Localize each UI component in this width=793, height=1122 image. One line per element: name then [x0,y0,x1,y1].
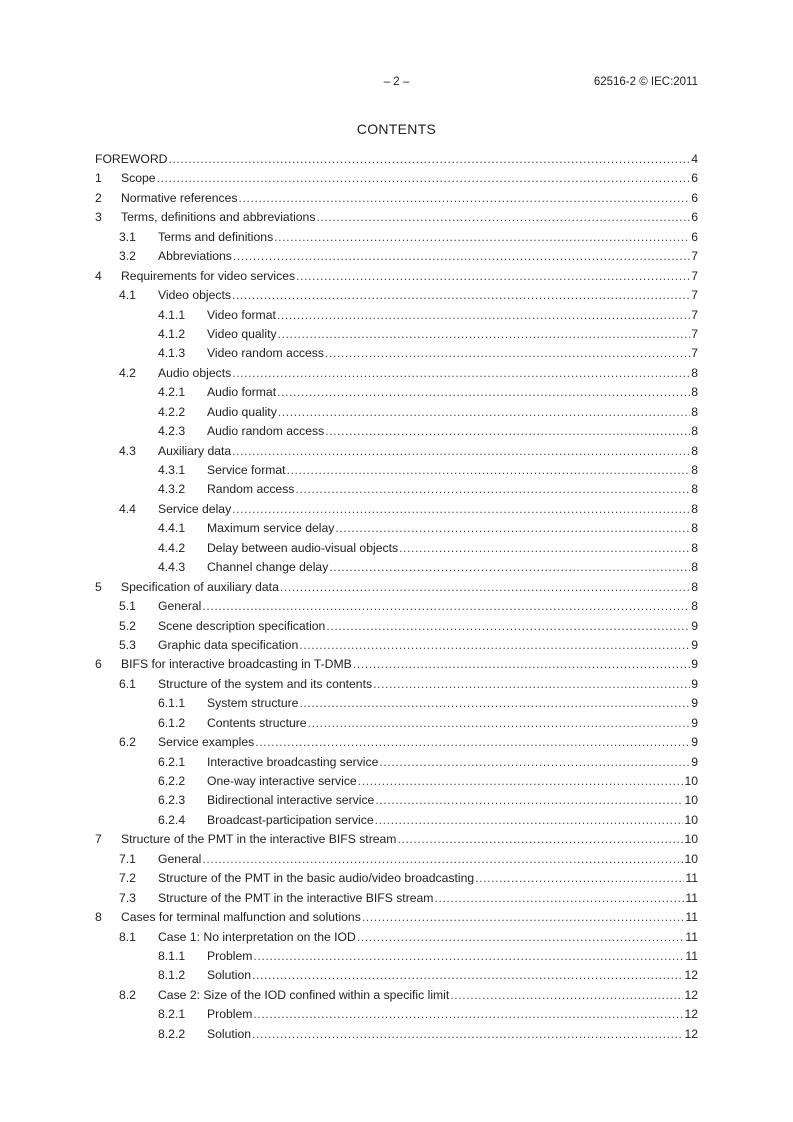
document-reference: 62516-2 © IEC:2011 [593,76,698,88]
toc-entry-title: Scene description specification [158,618,326,633]
toc-entry-title: Terms and definitions [158,229,274,244]
dot-leader [202,850,683,869]
dot-leader [299,636,690,655]
toc-entry-page: 7 [691,346,698,361]
toc-entry-number: 1 [95,171,102,186]
toc-entry[interactable] [95,558,698,577]
toc-entry-page: 8 [691,560,698,575]
toc-entry-title: Broadcast-participation service [207,812,374,827]
toc-entry-title: Video objects [158,288,231,303]
dot-leader [277,306,690,325]
toc-entry[interactable] [95,150,698,169]
toc-entry-title: Audio quality [207,404,277,419]
toc-entry-title: Cases for terminal malfunction and solutions [121,910,361,925]
toc-entry-number: 5.3 [119,637,136,652]
toc-entry-number: 8.1.2 [158,968,186,983]
toc-entry-page: 9 [691,754,698,769]
dot-leader [357,928,685,947]
toc-entry-page: 7 [691,288,698,303]
toc-entry[interactable] [95,325,698,344]
toc-entry[interactable] [95,247,698,266]
toc-entry-number: 7.2 [119,871,136,886]
toc-entry-title: Problem [207,1007,253,1022]
toc-entry-title: Normative references [121,190,238,205]
toc-entry-number: 3.1 [119,229,136,244]
toc-entry-number: 4.4.1 [158,521,186,536]
toc-entry-page: 10 [684,793,698,808]
toc-entry[interactable] [95,675,698,694]
toc-entry-page: 9 [691,618,698,633]
dot-leader [253,1005,683,1024]
toc-entry[interactable] [95,869,698,888]
dot-leader [252,966,683,985]
toc-entry-title: Maximum service delay [207,521,335,536]
toc-entry-number: 6.2 [119,735,136,750]
toc-entry[interactable] [95,791,698,810]
toc-entry-page: 11 [685,890,698,905]
toc-entry-number: 4.3.2 [158,482,186,497]
dot-leader [157,169,691,188]
toc-entry-page: 8 [691,463,698,477]
toc-entry[interactable] [95,383,698,402]
toc-entry-title: Solution [207,1026,252,1041]
toc-entry-title: Structure of the PMT in the interactive BIFS stream [121,832,397,847]
toc-entry-number: 5.2 [119,618,136,633]
toc-entry-title: BIFS for interactive broadcasting in T-DMB [121,657,352,672]
toc-entry-title: Specification of auxiliary data [121,579,279,594]
dot-leader [434,889,684,908]
toc-entry[interactable] [95,306,698,325]
dot-leader [335,519,690,538]
toc-entry[interactable] [95,422,698,441]
toc-entry-page: 12 [684,987,698,1002]
toc-entry[interactable] [95,597,698,616]
toc-entry-page: 9 [691,735,698,750]
dot-leader [233,247,690,266]
dot-leader [296,267,690,286]
toc-entry-title: Audio objects [158,365,232,380]
toc-entry-number: 6.2.4 [158,812,186,827]
toc-entry-page: 8 [691,579,698,594]
toc-entry-number: 8.1 [119,929,136,944]
toc-entry-number: 5 [95,579,102,594]
toc-entry-page: 8 [691,521,698,536]
toc-entry[interactable] [95,850,698,869]
toc-entry-number: 6.2.3 [158,793,186,808]
toc-entry-page: 6 [691,210,698,225]
toc-entry-page: 8 [691,599,698,614]
dot-leader [475,869,684,888]
toc-entry[interactable] [95,811,698,830]
toc-entry-number: 4.2 [119,365,136,380]
toc-entry-number: 4.1 [119,288,136,303]
toc-entry-title: Case 1: No interpretation on the IOD [158,929,356,944]
toc-entry-title: Case 2: Size of the IOD confined within a specific limit [158,987,450,1002]
toc-entry[interactable] [95,889,698,908]
dot-leader [358,772,684,791]
toc-entry[interactable] [95,753,698,772]
toc-entry-title: Scope [121,171,156,186]
toc-entry-title: Delay between audio-visual objects [207,540,399,555]
toc-entry-page: 7 [691,307,698,322]
toc-entry[interactable] [95,714,698,733]
dot-leader [232,364,690,383]
dot-leader [375,811,684,830]
toc-entry-number: 6.2.2 [158,774,186,788]
dot-leader [278,403,690,422]
toc-entry-page: 9 [691,657,698,672]
toc-entry-page: 8 [691,540,698,555]
dot-leader [277,383,690,402]
toc-entry-title: Audio random access [207,424,325,439]
toc-entry[interactable] [95,364,698,383]
toc-entry-page: 12 [684,968,698,983]
toc-entry-number: 5.1 [119,599,136,614]
toc-entry-page: 8 [691,404,698,419]
toc-entry[interactable] [95,403,698,422]
toc-entry-title: Structure of the PMT in the interactive BIFS stream [158,890,434,905]
toc-entry[interactable] [95,617,698,636]
toc-entry[interactable] [95,830,698,849]
dot-leader [326,617,690,636]
toc-entry-number: 4.3.1 [158,463,186,477]
contents-title: CONTENTS [356,121,437,137]
toc-entry-number: 4.1.1 [158,307,186,322]
toc-entry-number: 2 [95,190,102,205]
dot-leader [375,791,683,810]
page-header [95,76,698,92]
dot-leader [274,228,690,247]
toc-entry[interactable] [95,928,698,947]
toc-entry-page: 8 [691,443,698,458]
toc-entry-title: General [158,851,202,866]
toc-entry[interactable] [95,947,698,966]
toc-entry-page: 9 [691,715,698,730]
toc-entry[interactable] [95,578,698,597]
toc-entry-page: 10 [684,812,698,827]
toc-entry-page: 6 [691,190,698,205]
toc-entry-number: 4.2.3 [158,424,186,439]
toc-entry-page: 8 [691,385,698,400]
toc-entry-number: 8 [95,910,102,925]
dot-leader [379,753,690,772]
toc-entry-title: Channel change delay [207,560,329,575]
toc-entry[interactable] [95,772,698,791]
toc-entry[interactable] [95,189,698,208]
toc-entry-title: Service delay [158,501,232,516]
toc-entry-title: Service format [207,463,286,477]
toc-entry-title: Structure of the PMT in the basic audio/video broadcasting [158,871,475,886]
toc-entry-number: 8.2 [119,987,136,1002]
toc-entry[interactable] [95,286,698,305]
toc-entry-page: 11 [685,929,698,944]
toc-entry-number: 3.2 [119,249,136,264]
toc-entry-page: 4 [691,152,698,166]
dot-leader [168,150,690,169]
toc-entry[interactable] [95,694,698,713]
toc-entry-number: 7 [95,832,102,847]
toc-entry-title: One-way interactive service [207,774,357,788]
toc-entry[interactable] [95,500,698,519]
table-of-contents [95,150,698,1044]
toc-entry-title: Abbreviations [158,249,232,264]
toc-entry[interactable] [95,442,698,461]
dot-leader [232,500,690,519]
toc-entry-page: 10 [684,851,698,866]
dot-leader [253,947,684,966]
toc-entry-page: 9 [691,637,698,652]
toc-entry-title: Problem [207,948,253,963]
toc-entry-number: 8.2.2 [158,1026,186,1041]
toc-entry-title: Audio format [207,385,277,400]
toc-entry-page: 12 [684,1007,698,1022]
toc-entry[interactable] [95,461,698,480]
toc-entry-number: 7.3 [119,890,136,905]
toc-entry-number: 4 [95,268,102,283]
toc-entry-title: FOREWORD [95,152,168,166]
toc-entry[interactable] [95,986,698,1005]
toc-entry-number: 4.4.2 [158,540,186,555]
toc-entry-number: 4.1.2 [158,326,186,341]
toc-entry-number: 6.2.1 [158,754,186,769]
toc-entry-page: 11 [685,910,698,925]
toc-entry-number: 4.2.1 [158,385,186,400]
toc-entry-page: 12 [684,1026,698,1041]
toc-entry-number: 6.1 [119,676,136,691]
toc-entry-number: 7.1 [119,851,136,866]
toc-entry-title: System structure [207,696,299,711]
toc-entry-page: 9 [691,696,698,711]
toc-entry-number: 3 [95,210,102,225]
dot-leader [299,694,690,713]
dot-leader [239,189,691,208]
dot-leader [287,461,691,480]
toc-entry-number: 4.3 [119,443,136,458]
dot-leader [252,1025,683,1044]
dot-leader [232,286,690,305]
toc-entry-page: 11 [685,871,698,886]
dot-leader [316,208,690,227]
toc-entry-number: 6 [95,657,102,672]
toc-entry-page: 8 [691,482,698,497]
dot-leader [397,830,683,849]
toc-entry-number: 8.2.1 [158,1007,186,1022]
toc-entry[interactable] [95,655,698,674]
toc-entry-page: 9 [691,676,698,691]
toc-entry-title: Service examples [158,735,255,750]
toc-entry[interactable] [95,1025,698,1044]
dot-leader [325,344,690,363]
dot-leader [308,714,691,733]
toc-entry-title: Auxiliary data [158,443,232,458]
toc-entry-page: 8 [691,501,698,516]
toc-entry-number: 4.4 [119,501,136,516]
toc-entry-title: Bidirectional interactive service [207,793,375,808]
toc-entry-number: 8.1.1 [158,948,186,963]
dot-leader [325,422,690,441]
toc-entry-title: Video format [207,307,276,322]
toc-entry[interactable] [95,344,698,363]
toc-entry-page: 7 [691,249,698,264]
toc-entry[interactable] [95,733,698,752]
toc-entry[interactable] [95,1005,698,1024]
toc-entry-title: Graphic data specification [158,637,299,652]
toc-entry-page: 7 [691,268,698,283]
toc-entry-number: 6.1.1 [158,696,186,711]
toc-entry-title: Terms, definitions and abbreviations [121,210,316,225]
toc-entry[interactable] [95,539,698,558]
dot-leader [280,578,690,597]
dot-leader [278,325,691,344]
toc-entry-title: Video random access [207,346,324,361]
toc-entry-page: 7 [691,326,698,341]
toc-entry-title: Interactive broadcasting service [207,754,379,769]
toc-entry-number: 4.2.2 [158,404,186,419]
toc-entry-page: 11 [685,948,698,963]
toc-entry-title: Contents structure [207,715,307,730]
dot-leader [255,733,690,752]
dot-leader [295,480,690,499]
dot-leader [232,442,690,461]
toc-entry[interactable] [95,519,698,538]
toc-entry-page: 6 [691,229,698,244]
toc-entry[interactable] [95,267,698,286]
toc-entry-page: 10 [684,774,698,788]
toc-entry-title: General [158,599,202,614]
toc-entry-title: Structure of the system and its contents [158,676,373,691]
dot-leader [450,986,683,1005]
toc-entry-title: Random access [207,482,295,497]
dot-leader [362,908,685,927]
toc-entry[interactable] [95,908,698,927]
toc-entry[interactable] [95,169,698,188]
toc-entry-page: 8 [691,424,698,439]
toc-entry[interactable] [95,208,698,227]
toc-entry-page: 6 [691,171,698,186]
toc-entry-number: 6.1.2 [158,715,186,730]
toc-entry-title: Video quality [207,326,277,341]
toc-entry-title: Requirements for video services [121,268,296,283]
toc-entry[interactable] [95,228,698,247]
toc-entry-page: 10 [684,832,698,847]
page-number: – 2 – [383,76,410,88]
dot-leader [353,655,690,674]
toc-entry[interactable] [95,636,698,655]
toc-entry-number: 4.4.3 [158,560,186,575]
toc-entry[interactable] [95,480,698,499]
dot-leader [202,597,690,616]
dot-leader [329,558,690,577]
toc-entry-title: Solution [207,968,252,983]
toc-entry[interactable] [95,966,698,985]
dot-leader [373,675,690,694]
dot-leader [399,539,690,558]
toc-entry-page: 8 [691,365,698,380]
toc-entry-number: 4.1.3 [158,346,186,361]
